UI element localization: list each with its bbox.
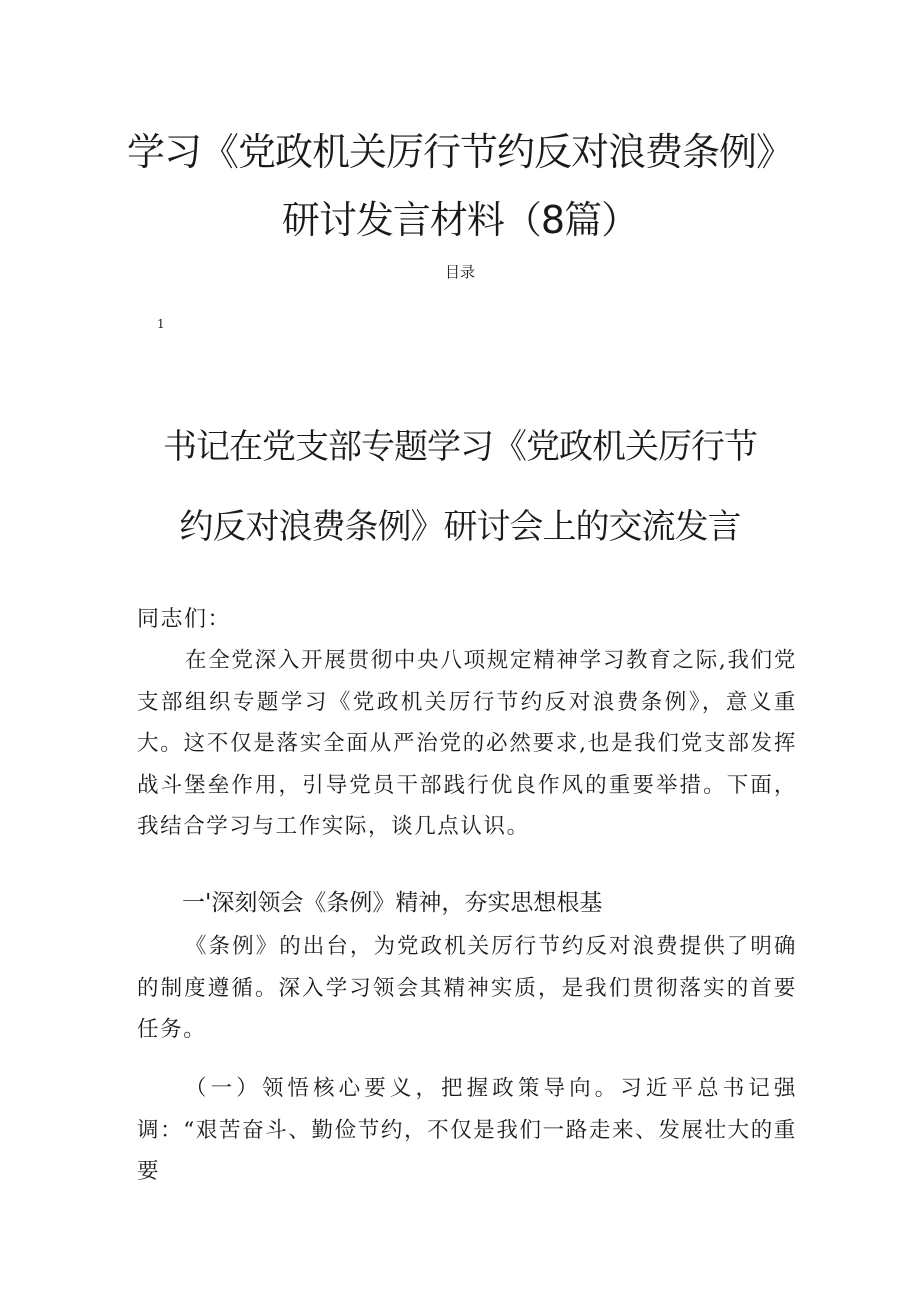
section-title-line2: 约反对浪费条例》研讨会上的交流发言 [179, 507, 741, 547]
salutation: 同志们： [137, 607, 232, 632]
body-paragraph-core-meaning: （一）领悟核心要义，把握政策导向。习近平总书记强调：“艰苦奋斗、勤俭节约，不仅是我们一路走来、发展壮大的重要 [137, 1076, 797, 1184]
document-title-line1: 学习《党政机关厉行节约反对浪费条例》 [126, 130, 793, 174]
subheading-one: 一'深刻领会《条例》精神，夯实思想根基 [182, 890, 603, 916]
body-paragraph-regulation: 《条例》的出台，为党政机关厉行节约反对浪费提供了明确的制度遵循。深入学习领会其精神实质，是我们贯彻落实的首要任务。 [137, 934, 797, 1042]
document-title-line2: 研讨发言材料（8篇） [281, 198, 639, 242]
toc-entry-number[interactable]: 1 [157, 317, 165, 331]
section-title-line1: 书记在党支部专题学习《党政机关厉行节 [163, 427, 757, 467]
toc-label: 目录 [444, 263, 475, 281]
body-paragraph-intro: 在全党深入开展贯彻中央八项规定精神学习教育之际,我们党支部组织专题学习《党政机关厉行节约反对浪费条例》，意义重大。这不仅是落实全面从严治党的必然要求,也是我们党支部发挥战斗堡垒作用，引导党员干部践行优良作风的重要举措。下面，我结合学习与工作实际，谈几点认识。 [137, 648, 797, 839]
